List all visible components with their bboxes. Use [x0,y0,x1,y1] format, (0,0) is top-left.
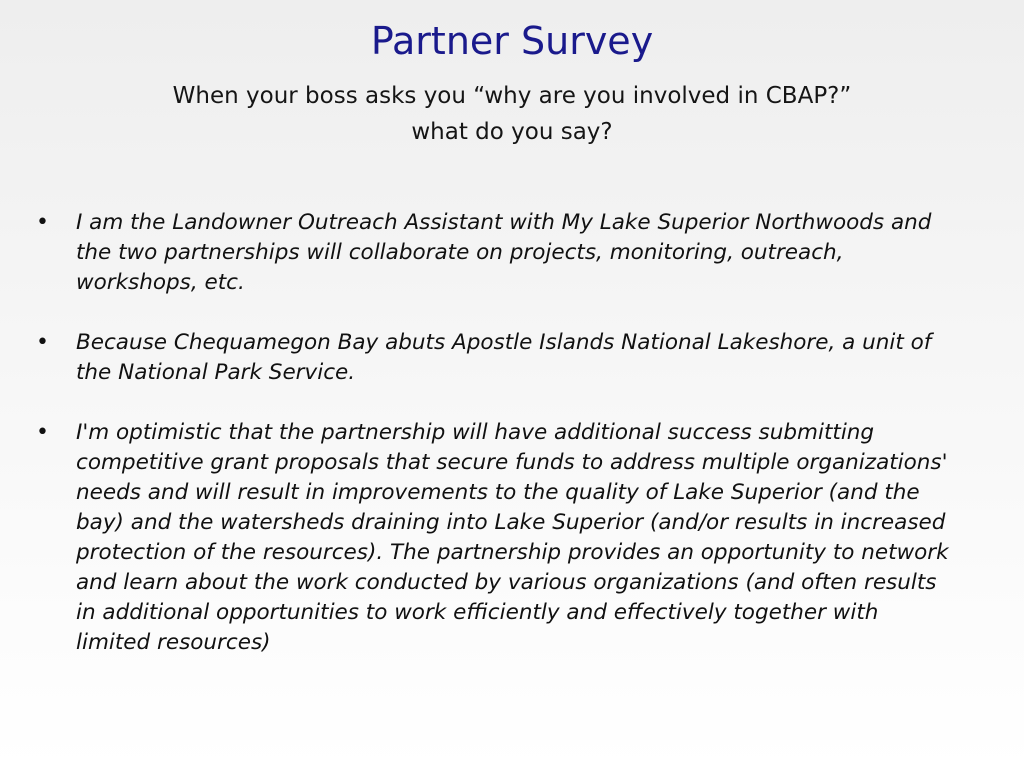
bullet-list [36,208,956,688]
bullet-item-1 [36,208,956,298]
bullet-item-2 [36,328,956,388]
bullet-text-2: Because Chequamegon Bay abuts Apostle Islands National Lakeshore, a unit of the National Park Service. [76,330,932,385]
bullet-marker: • [36,210,49,235]
bullet-marker: • [36,420,49,445]
slide-title: Partner Survey [370,19,654,63]
bullet-item-3 [36,418,956,658]
bullet-text-1: I am the Landowner Outreach Assistant with My Lake Superior Northwoods and the two partnerships will collaborate on projects, monitoring, outreach, workshops, etc. [76,210,932,295]
subtitle-line-2: what do you say? [411,119,613,145]
bullet-text-3: I'm optimistic that the partnership will have additional success submitting competitive grant proposals that secure funds to address multiple organizations' needs and will result in improvements to the quality of Lake Superior (and the bay) and the watersheds draining into Lake Superior (and/or results in increased protection of the resources). The partnership provides an opportunity to network and learn about the work conducted by various organizations (and often results in additional opportunities to work efficiently and effectively together with limited resources) [76,420,949,655]
slide-subtitle [0,78,1024,150]
subtitle-line-1: When your boss asks you “why are you involved in CBAP?” [172,83,852,109]
bullet-marker: • [36,330,49,355]
